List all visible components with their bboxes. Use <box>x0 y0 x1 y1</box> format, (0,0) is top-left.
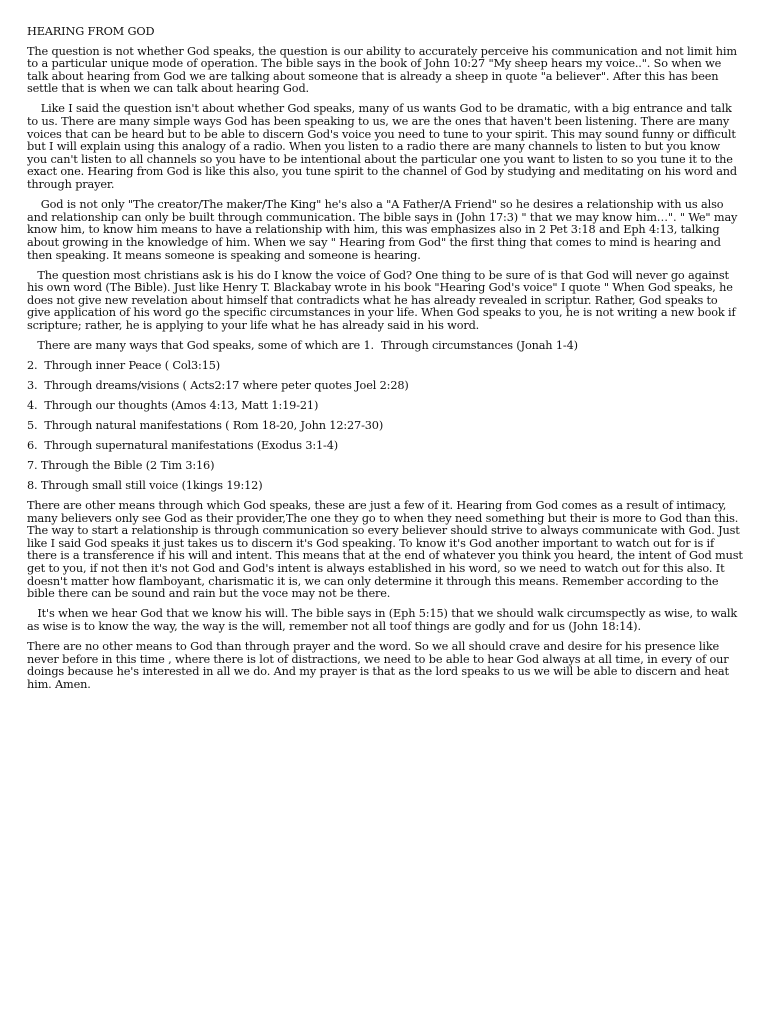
document-title: HEARING FROM GOD <box>27 25 155 38</box>
list-item-natural-manifestations: 5. Through natural manifestations ( Rom 18-20, John 12:27-30) <box>27 419 384 433</box>
paragraph-radio-analogy: Like I said the question isn't about whether God speaks, many of us wants God to be dramatic, with a big entrance and talk to us. There are many simple ways God has been speaking to us, we are the ones that haven't been listening. There are many voices that can be heard but to be able to discern God's voice you need to tune to your spirit. This may sound funny or difficult but I will explain using this analogy of a radio. When you listen to a radio there are many channels to listen to but you know you can't listen to all channels so you have to be intentional about the particular one you want to listen to so you tune it to the exact one. Hearing from God is like this also, you tune spirit to the channel of God by studying and meditating on his word and through prayer. <box>27 102 741 192</box>
list-item-bible: 7. Through the Bible (2 Tim 3:16) <box>27 459 215 473</box>
paragraph-voice-of-god: The question most christians ask is his do I know the voice of God? One thing to be sure of is that God will never go against his own word (The Bible). Just like Henry T. Blackabay wrote in his book "Hearing God's voice" I quote " When God speaks, he does not give new revelation about himself that contradicts what he has already revealed in scriptur. Rather, God speaks to give application of his word go the specific circumstances in your life. When God speaks to you, he is not writing a new book if scripture; rather, he is applying to your life what he has already said in his word. <box>27 268 739 332</box>
paragraph-intro: The question is not whether God speaks, the question is our ability to accurately perceive his communication and not limit him to a particular unique mode of operation. The bible says in the book of John 10:27 "My sheep hears my voice..". So when we talk about hearing from God we are talking about someone that is already a sheep in quote "a believer". After this has been settle that is when we can talk about hearing God. <box>27 44 737 96</box>
list-item-dreams-visions: 3. Through dreams/visions ( Acts2:17 where peter quotes Joel 2:28) <box>27 379 409 393</box>
list-item-thoughts: 4. Through our thoughts (Amos 4:13, Matt 1:19-21) <box>27 399 319 413</box>
list-item-supernatural-manifestations: 6. Through supernatural manifestations (Exodus 3:1-4) <box>27 439 339 453</box>
list-item-still-voice: 8. Through small still voice (1kings 19:12) <box>27 479 263 493</box>
list-item-inner-peace: 2. Through inner Peace ( Col3:15) <box>27 359 221 373</box>
paragraph-knowing-will: It's when we hear God that we know his will. The bible says in (Eph 5:15) that we should walk circumspectly as wise, to walk as wise is to know the way, the way is the will, remember not all toof things are godly and for us (John 18:14). <box>27 607 741 633</box>
paragraph-ways-intro: There are many ways that God speaks, some of which are 1. Through circumstances (Jonah 1-4) <box>27 339 578 353</box>
paragraph-relationship: God is not only "The creator/The maker/The King" he's also a "A Father/A Friend" so he desires a relationship with us also and relationship can only be built through communication. The bible says in (John 17:3) " that we may know him…". " We" may know him, to know him means to have a relationship with him, this was emphasizes also in 2 Pet 3:18 and Eph 4:13, talking about growing in the knowledge of him. When we say " Hearing from God" the first thing that comes to mind is hearing and then speaking. It means someone is speaking and someone is hearing. <box>27 198 741 262</box>
paragraph-conclusion: There are no other means to God than through prayer and the word. So we all should crave and desire for his presence like never before in this time , where there is lot of distractions, we need to be able to hear God always at all time, in every of our doings because he's interested in all we do. And my prayer is that as the lord speaks to us we will be able to discern and heat him. Amen. <box>27 639 729 691</box>
document-page <box>27 26 743 699</box>
paragraph-intimacy: There are other means through which God speaks, these are just a few of it. Hearing from God comes as a result of intimacy, many believers only see God as their provider,The one they go to when they need something but their is more to God than this. The way to start a relationship is through communication so every believer should strive to always communicate with God. Just like I said God speaks it just takes us to discern it's God speaking. To know it's God another important to watch out for is if there is a transference if his will and intent. This means that at the end of whatever you think you heard, the intent of God must get to you, if not then it's not God and God's intent is always established in his word, so we need to watch out for this also. It doesn't matter how flamboyant, charismatic it is, we can only determine it through this means. Remember according to the bible there can be sound and rain but the voce may not be there. <box>27 499 743 601</box>
